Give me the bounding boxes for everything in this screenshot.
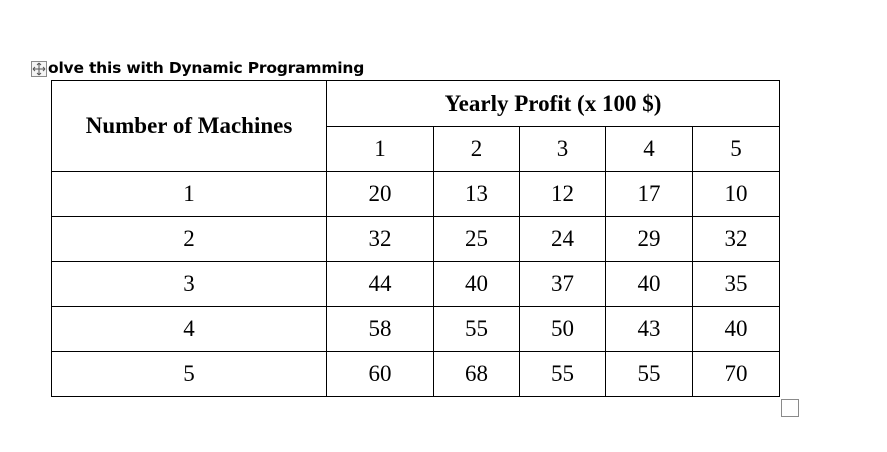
table-resize-handle-icon[interactable] [781, 399, 799, 417]
profit-value-cell[interactable]: 40 [693, 307, 780, 352]
row-header-cell[interactable]: Number of Machines [52, 81, 327, 172]
profit-value-cell[interactable]: 55 [520, 352, 606, 397]
column-header-3[interactable]: 3 [520, 127, 606, 172]
machines-count-cell[interactable]: 5 [52, 352, 327, 397]
profit-value-cell[interactable]: 24 [520, 217, 606, 262]
profit-value-cell[interactable]: 55 [434, 307, 520, 352]
machines-count-cell[interactable]: 1 [52, 172, 327, 217]
profit-value-cell[interactable]: 55 [606, 352, 693, 397]
table-row [52, 172, 780, 217]
profit-value-cell[interactable]: 35 [693, 262, 780, 307]
profit-value-cell[interactable]: 37 [520, 262, 606, 307]
profit-value-cell[interactable]: 17 [606, 172, 693, 217]
machines-count-cell[interactable]: 2 [52, 217, 327, 262]
machines-count-cell[interactable]: 3 [52, 262, 327, 307]
profit-value-cell[interactable]: 25 [434, 217, 520, 262]
profit-value-cell[interactable]: 29 [606, 217, 693, 262]
column-header-1[interactable]: 1 [327, 127, 434, 172]
column-header-5[interactable]: 5 [693, 127, 780, 172]
profit-value-cell[interactable]: 44 [327, 262, 434, 307]
group-header-cell[interactable]: Yearly Profit (x 100 $) [327, 81, 780, 127]
machines-count-cell[interactable]: 4 [52, 307, 327, 352]
profit-value-cell[interactable]: 10 [693, 172, 780, 217]
profit-value-cell[interactable]: 13 [434, 172, 520, 217]
profit-value-cell[interactable]: 43 [606, 307, 693, 352]
table-row [52, 217, 780, 262]
profit-value-cell[interactable]: 70 [693, 352, 780, 397]
column-header-2[interactable]: 2 [434, 127, 520, 172]
move-arrows-icon [32, 62, 46, 76]
profit-value-cell[interactable]: 32 [327, 217, 434, 262]
table-move-handle-icon[interactable] [31, 61, 47, 77]
profit-value-cell[interactable]: 20 [327, 172, 434, 217]
table-row [52, 307, 780, 352]
profit-value-cell[interactable]: 60 [327, 352, 434, 397]
column-header-4[interactable]: 4 [606, 127, 693, 172]
table-row [52, 262, 780, 307]
document-title: olve this with Dynamic Programming [48, 59, 365, 77]
profit-table [51, 80, 780, 397]
profit-value-cell[interactable]: 32 [693, 217, 780, 262]
profit-value-cell[interactable]: 50 [520, 307, 606, 352]
profit-value-cell[interactable]: 68 [434, 352, 520, 397]
profit-value-cell[interactable]: 40 [606, 262, 693, 307]
profit-value-cell[interactable]: 12 [520, 172, 606, 217]
profit-value-cell[interactable]: 40 [434, 262, 520, 307]
table-row [52, 352, 780, 397]
profit-value-cell[interactable]: 58 [327, 307, 434, 352]
